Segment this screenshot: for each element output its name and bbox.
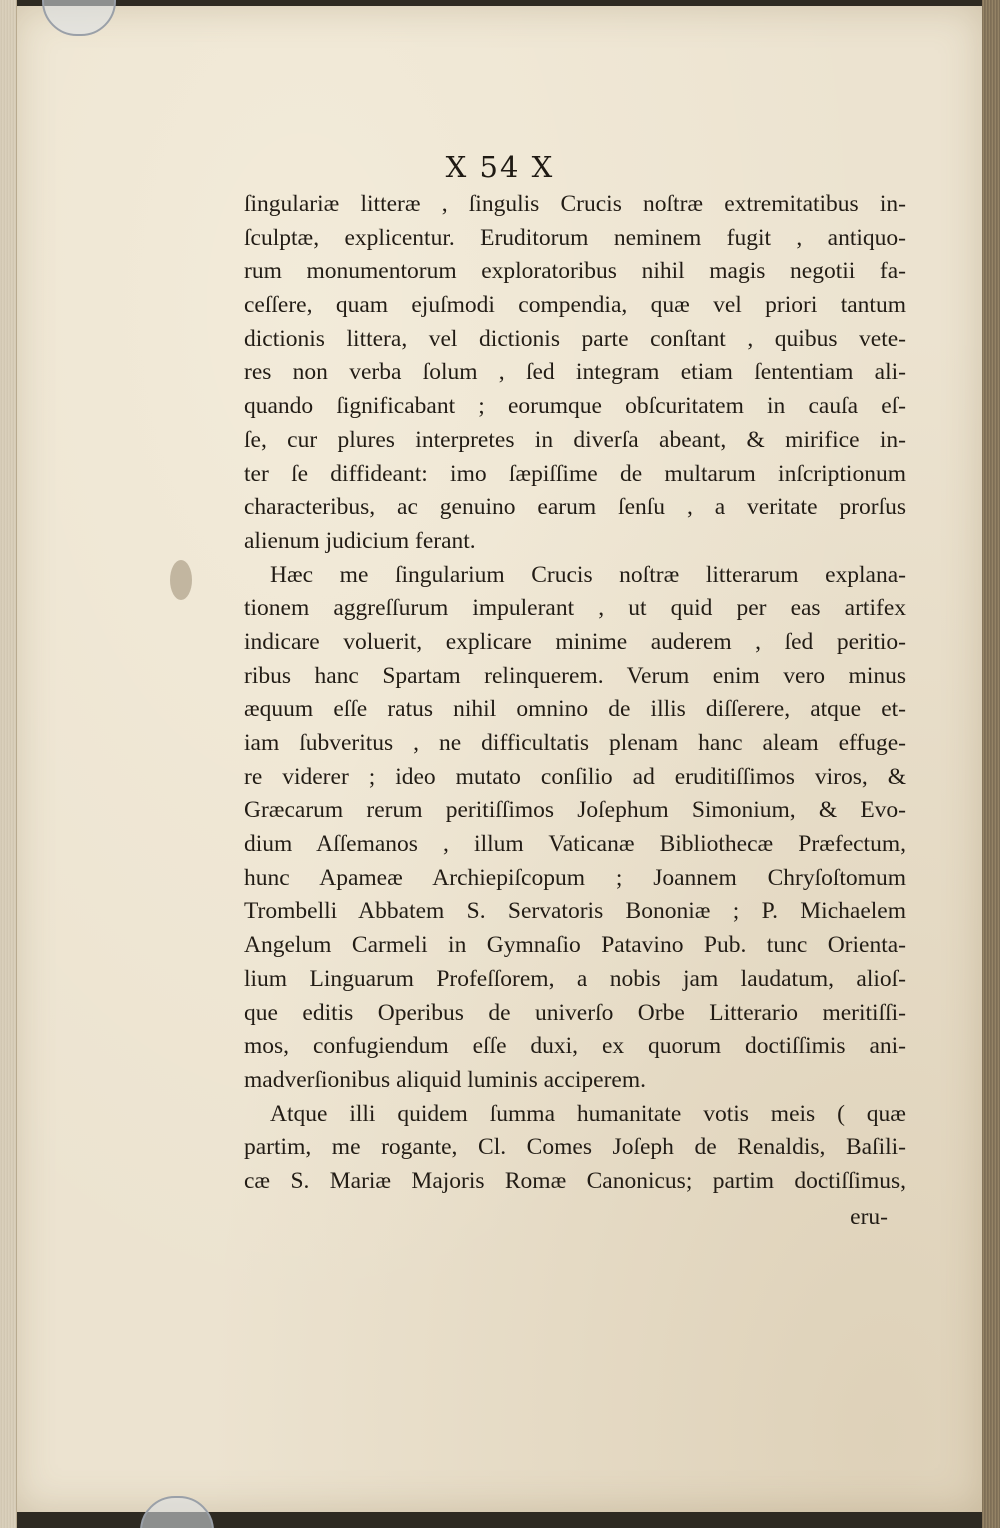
- text-line: iam ſubveritus , ne difficultatis plenam hanc aleam effuge-: [244, 730, 906, 756]
- text-line: Græcarum rerum peritiſſimos Joſephum Simonium, & Evo-: [244, 797, 906, 824]
- text-line: ſe, cur plures interpretes in diverſa abeant, & mirifice in-: [244, 426, 906, 453]
- text-line: ſculptæ, explicentur. Eruditorum neminem fugit , antiquo-: [244, 224, 906, 251]
- text-line: hunc Apameæ Archiepiſcopum ; Joannem Chryſoſtomum: [244, 864, 906, 891]
- text-line: tionem aggreſſurum impulerant , ut quid per eas artifex: [244, 595, 906, 622]
- text-line: Atque illi quidem ſumma humanitate votis meis ( quæ: [270, 1100, 906, 1127]
- text-line: ſingulariæ litteræ , ſingulis Crucis noſtræ extremitatibus in-: [244, 191, 906, 217]
- page-header: X 54 X: [445, 150, 555, 184]
- text-line: lium Linguarum Profeſſorem, a nobis jam laudatum, alioſ-: [244, 965, 906, 992]
- text-line: madverſionibus aliquid luminis acciperem.: [244, 1066, 647, 1093]
- foxing-spot: [170, 560, 192, 600]
- text-line: dictionis littera, vel dictionis parte conſtant , quibus vete-: [244, 325, 906, 352]
- text-line: partim, me rogante, Cl. Comes Joſeph de Renaldis, Baſili-: [244, 1134, 906, 1161]
- text-line: res non verba ſolum , ſed integram etiam ſententiam ali-: [244, 359, 906, 386]
- text-line: ter ſe diffideant: imo ſæpiſſime de multarum inſcriptionum: [244, 460, 906, 487]
- text-line: æquum eſſe ratus nihil omnino de illis diſſerere, atque et-: [244, 696, 906, 723]
- text-line: dium Aſſemanos , illum Vaticanæ Bibliothecæ Præfectum,: [244, 831, 906, 858]
- text-line: rum monumentorum exploratoribus nihil magis negotii fa-: [244, 258, 906, 285]
- text-line: Trombelli Abbatem S. Servatoris Bononiæ ; P. Michaelem: [244, 898, 906, 925]
- text-line: cæ S. Mariæ Majoris Romæ Canonicus; partim doctiſſimus,: [244, 1167, 906, 1194]
- text-block: [244, 188, 906, 1234]
- text-line: quando ſignificabant ; eorumque obſcuritatem in cauſa eſ-: [244, 393, 906, 420]
- binding-gutter: [0, 0, 17, 1528]
- text-line: ceſſere, quam ejuſmodi compendia, quæ vel priori tantum: [244, 292, 906, 319]
- text-line: characteribus, ac genuino earum ſenſu , a veritate prorſus: [244, 494, 906, 521]
- text-line: mos, confugiendum eſſe duxi, ex quorum doctiſſimis ani-: [244, 1033, 906, 1060]
- text-line: re viderer ; ideo mutato conſilio ad eruditiſſimos viros, &: [244, 763, 906, 790]
- text-line: indicare voluerit, explicare minime auderem , ſed peritio-: [244, 628, 906, 655]
- text-line: alienum judicium ferant.: [244, 527, 476, 554]
- text-line: Hæc me ſingularium Crucis noſtræ litterarum explana-: [270, 561, 906, 588]
- book-edge: [982, 0, 1000, 1528]
- text-line: Angelum Carmeli in Gymnaſio Patavino Pub. tunc Orienta-: [244, 932, 906, 959]
- text-line: que editis Operibus de univerſo Orbe Litterario meritiſſi-: [244, 999, 906, 1026]
- text-line: ribus hanc Spartam relinquerem. Verum enim vero minus: [244, 662, 906, 689]
- catchword: eru-: [850, 1203, 888, 1230]
